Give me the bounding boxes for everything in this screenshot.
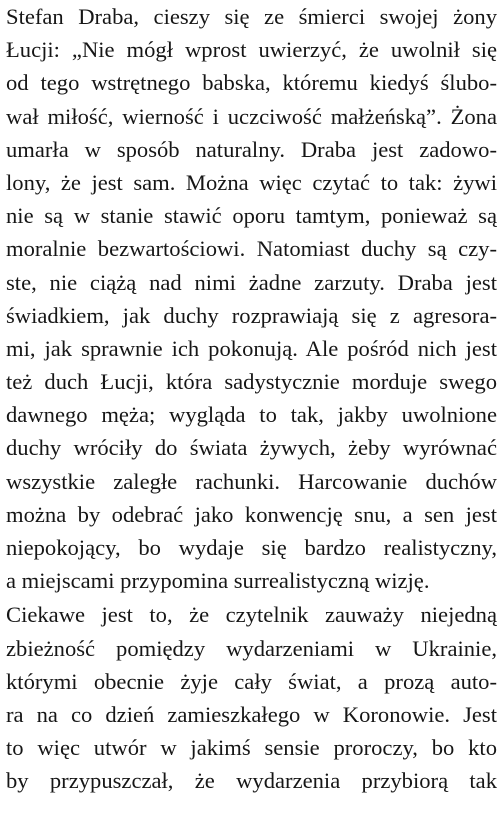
text-line: można by odebrać jako konwencję snu, a sen jest	[6, 501, 497, 527]
text-line: świadkiem, jak duchy rozprawiają się z agresora-	[6, 302, 497, 328]
text-line: to więc utwór w jakimś sensie proroczy, bo kto	[6, 735, 497, 761]
text-line: Łucji: „Nie mógł wprost uwierzyć, że uwolnił się	[6, 37, 497, 63]
text-line: by przypuszczał, że wydarzenia przybiorą tak	[6, 768, 497, 794]
text-line: wał miłość, wierność i uczciwość małżeńską”. Żona	[6, 103, 497, 129]
text-line: zbieżność pomiędzy wydarzeniami w Ukrainie,	[6, 635, 497, 661]
text-line: też duch Łucji, która sadystycznie morduje swego	[6, 369, 497, 395]
text-line: ste, nie ciążą nad nimi żadne zarzuty. Draba jest	[6, 269, 497, 295]
text-line: a miejscami przypomina surrealistyczną wizję.	[6, 568, 430, 594]
text-line: ra na co dzień zamieszkałego w Koronowie. Jest	[6, 701, 497, 727]
text-line: niepokojący, bo wydaje się bardzo realistyczny,	[6, 535, 497, 560]
text-line: od tego wstrętnego babska, któremu kiedyś ślubo-	[6, 70, 497, 96]
text-line: umarła w sposób naturalny. Draba jest zadowo-	[6, 136, 497, 162]
text-line: duchy wróciły do świata żywych, żeby wyrównać	[6, 435, 497, 461]
text-line: wszystkie zaległe rachunki. Harcowanie duchów	[6, 468, 497, 494]
text-line: lony, że jest sam. Można więc czytać to tak: żywi	[6, 169, 497, 195]
paragraph	[6, 0, 497, 597]
book-page	[6, 0, 497, 823]
text-line: Ciekawe jest to, że czytelnik zauważy niejedną	[6, 602, 497, 628]
text-line: dawnego męża; wygląda to tak, jakby uwolnione	[6, 402, 497, 428]
text-line: Stefan Draba, cieszy się ze śmierci swojej żony	[6, 4, 497, 29]
text-line: mi, jak sprawnie ich pokonują. Ale pośród nich jest	[6, 335, 497, 361]
text-line: nie są w stanie stawić oporu tamtym, ponieważ są	[6, 203, 497, 229]
paragraph	[6, 598, 497, 797]
text-line: moralnie bezwartościowi. Natomiast duchy są czy-	[6, 236, 497, 262]
text-line: którymi obecnie żyje cały świat, a prozą auto-	[6, 668, 497, 694]
